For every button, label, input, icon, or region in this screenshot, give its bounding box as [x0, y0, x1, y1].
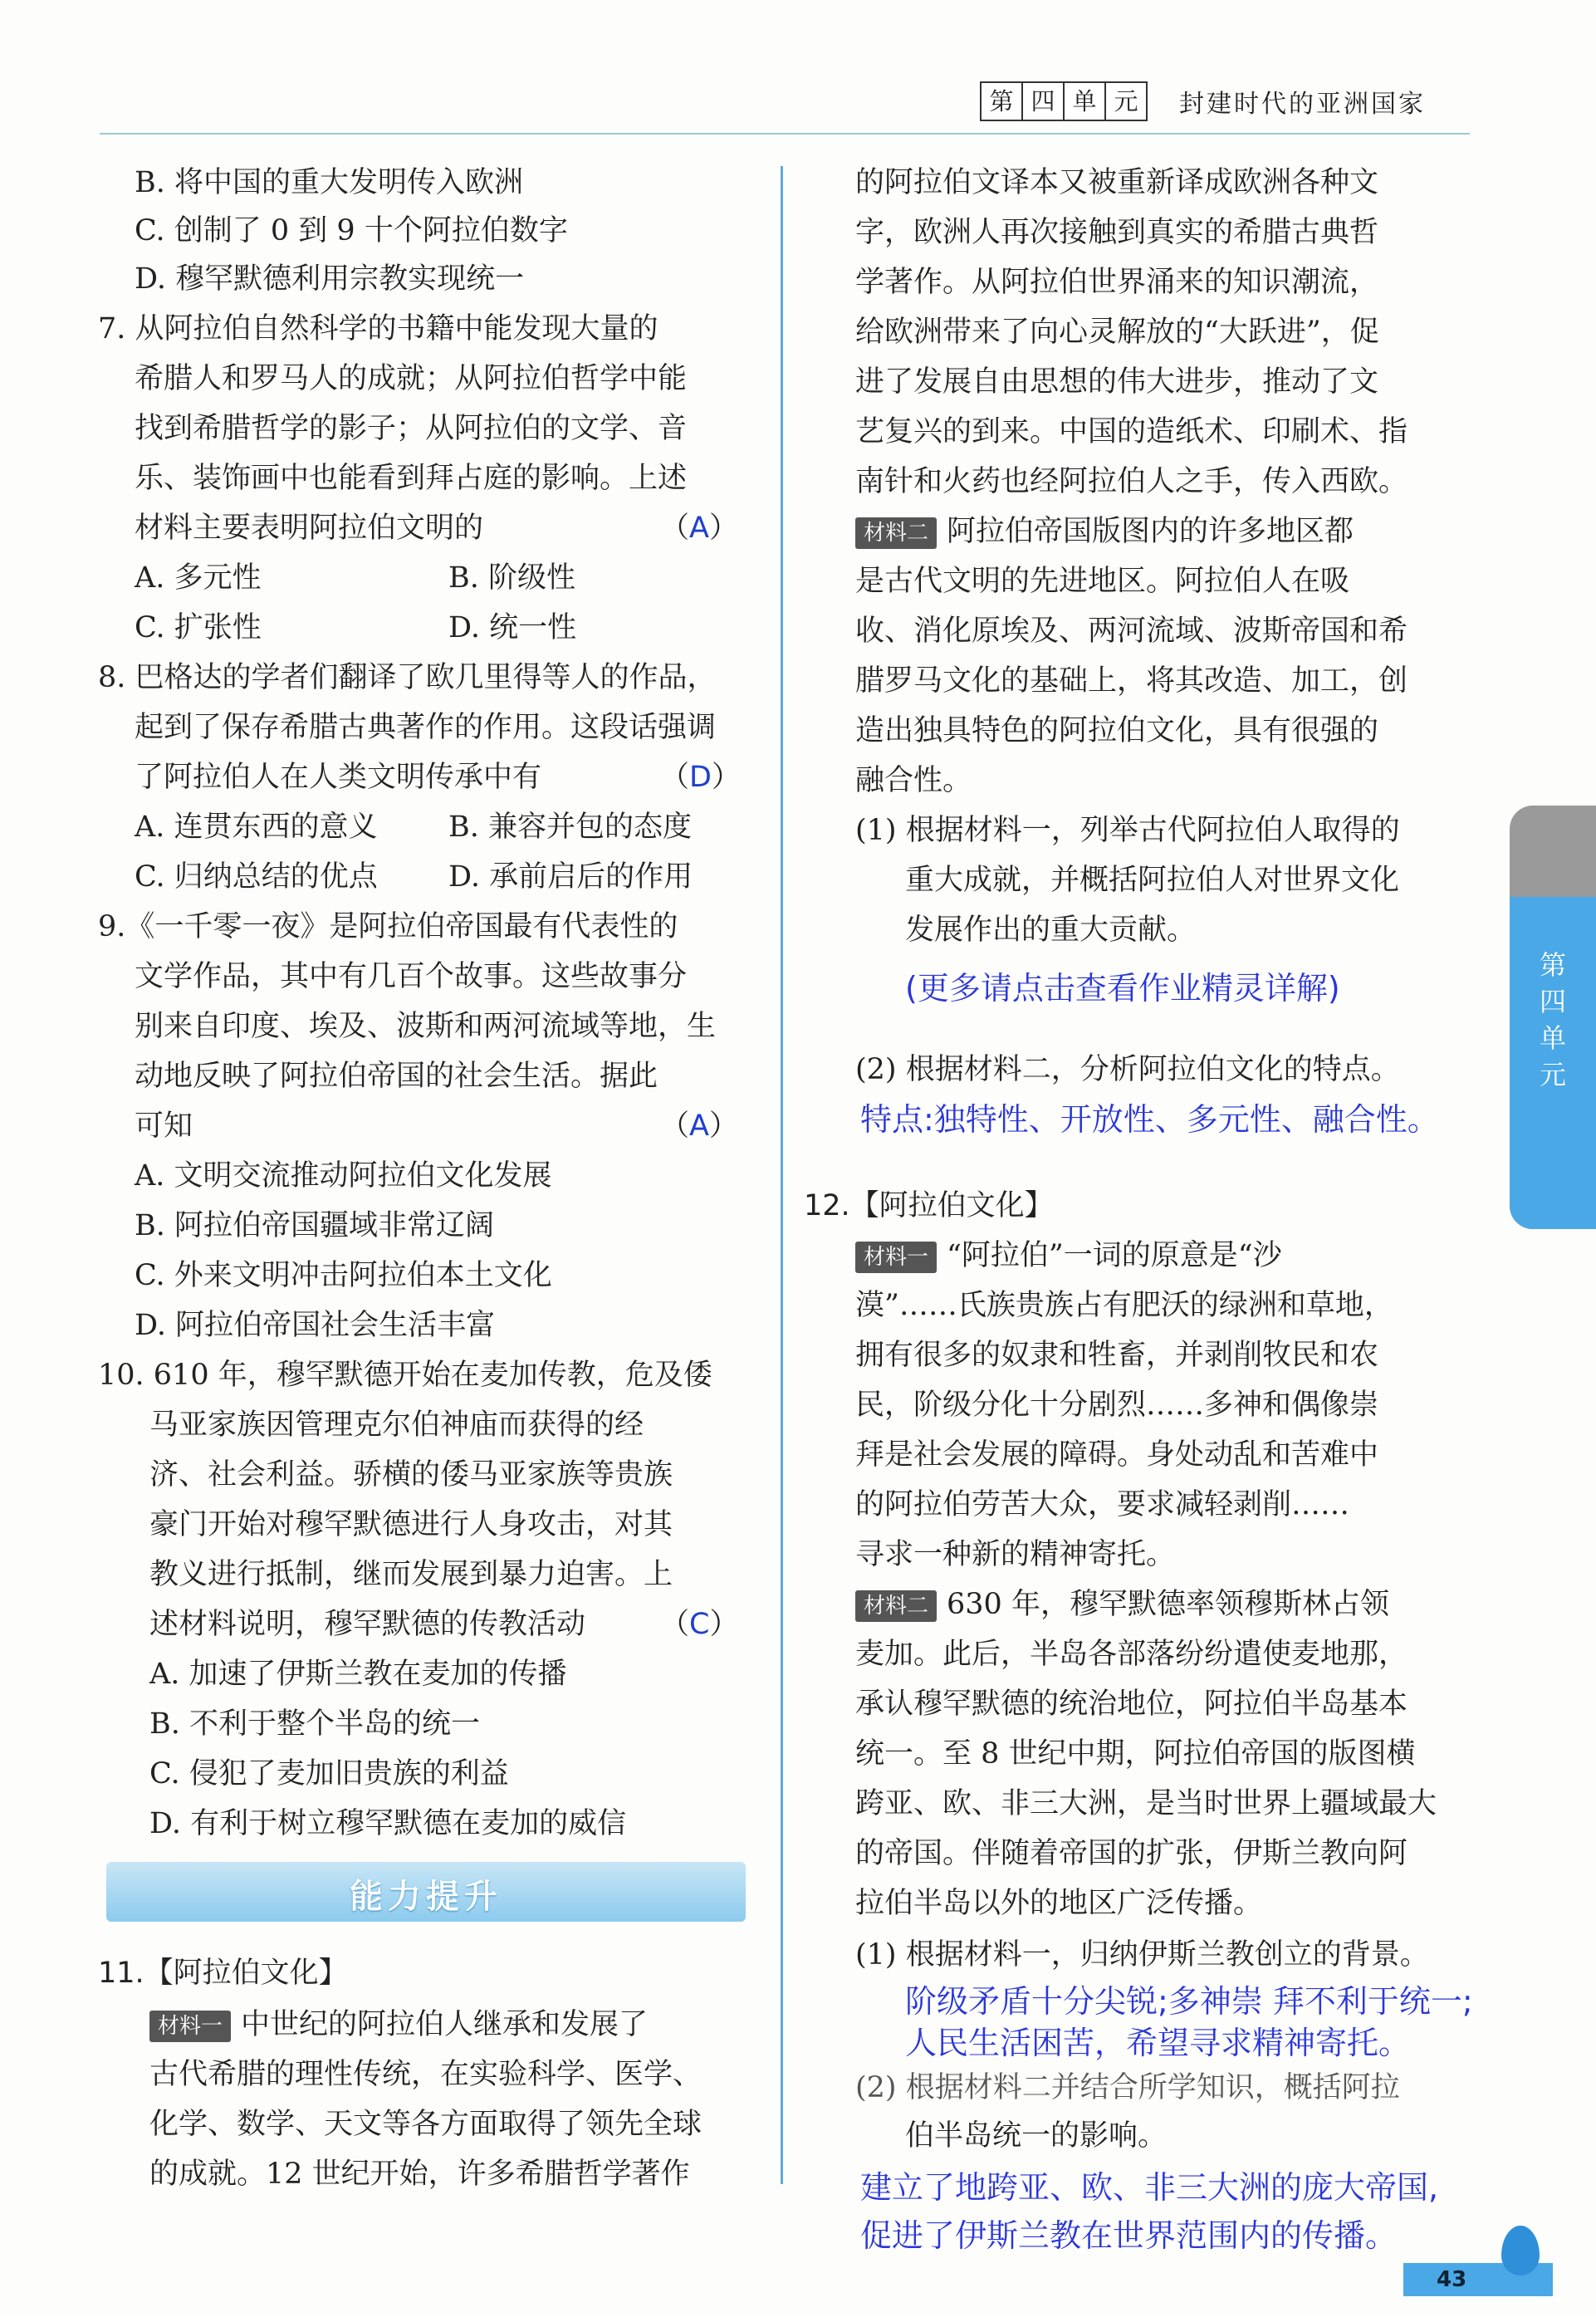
sub-question: 伯半岛统一的影响。 [905, 2119, 1168, 2153]
option-a: A. 文明交流推动阿拉伯文化发展 [135, 1159, 552, 1193]
option-b: B. 兼容并包的态度 [448, 811, 692, 844]
answer-q10: C [689, 1608, 710, 1641]
material-line: 融合性。 [855, 764, 972, 797]
handwritten-answer: 建立了地跨亚、欧、非三大洲的庞大帝国, [860, 2169, 1439, 2206]
unit-box: 元 [1104, 81, 1148, 121]
material-line: 630 年，穆罕默德率领穆斯林占领 [947, 1588, 1389, 1621]
material-line: 南针和火药也经阿拉伯人之手，传入西欧。 [855, 465, 1408, 498]
sub-question: (2) 根据材料二，分析阿拉伯文化的特点。 [855, 1053, 1400, 1086]
material-line: 寻求一种新的精神寄托。 [855, 1538, 1176, 1571]
material-line: 化学、数学、天文等各方面取得了领先全球 [149, 2108, 703, 2141]
unit-box: 四 [1021, 81, 1065, 121]
question-line: 济、社会利益。骄横的倭马亚家族等贵族 [149, 1458, 673, 1492]
material-line: “阿拉伯”一词的原意是“沙 [947, 1239, 1282, 1272]
option-a: A. 连贯东西的意义 [135, 811, 378, 844]
material-line: 民，阶级分化十分剧烈……多神和偶像崇 [855, 1389, 1379, 1422]
question-line: 可知 [135, 1110, 193, 1143]
material-tag: 材料一 [855, 1242, 937, 1273]
material-line: 的帝国。伴随着帝国的扩张，伊斯兰教向阿 [855, 1837, 1408, 1870]
question-line: 教义进行抵制，继而发展到暴力迫害。上 [149, 1558, 673, 1591]
unit-box: 单 [1063, 81, 1106, 121]
option-line: D. 穆罕默德利用宗教实现统一 [135, 262, 525, 296]
option-d: D. 阿拉伯帝国社会生活丰富 [135, 1309, 496, 1342]
material-line: 腊罗马文化的基础上，将其改造、加工，创 [855, 664, 1408, 698]
material-line: 麦加。此后，半岛各部落纷纷遣使麦地那， [855, 1638, 1408, 1671]
option-line: B. 将中国的重大发明传入欧洲 [135, 166, 523, 199]
question-line: 动地反映了阿拉伯帝国的社会生活。据此 [135, 1060, 658, 1093]
handwritten-answer: 人民生活困苦，希望寻求精神寄托。 [905, 2025, 1411, 2061]
sub-question: 发展作出的重大贡献。 [905, 914, 1197, 947]
question-line: 希腊人和罗马人的成就；从阿拉伯哲学中能 [135, 362, 688, 395]
material-line: 字，欧洲人再次接触到真实的希腊古典哲 [855, 216, 1379, 249]
banner-title: 能力提升 [350, 1878, 502, 1916]
material-line: 收、消化原埃及、两河流域、波斯帝国和希 [855, 615, 1408, 648]
material-line: 造出独具特色的阿拉伯文化，具有很强的 [855, 714, 1379, 747]
question-line: 材料主要表明阿拉伯文明的 [135, 512, 484, 545]
material-line: 中世纪的阿拉伯人继承和发展了 [241, 2008, 649, 2041]
page-number: 43 [1403, 2263, 1553, 2296]
side-tab-label: 第四单元 [1540, 949, 1567, 1090]
question-line: 乐、装饰画中也能看到拜占庭的影响。上述 [135, 462, 688, 495]
material-tag: 材料一 [149, 2011, 231, 2042]
option-a: A. 加速了伊斯兰教在麦加的传播 [149, 1658, 567, 1691]
sub-question: (1) 根据材料一，归纳伊斯兰教创立的背景。 [855, 1938, 1429, 1972]
sub-question: (2) 根据材料二并结合所学知识，概括阿拉 [855, 2071, 1400, 2104]
answer-bracket: （A） [660, 512, 738, 545]
answer-q8: D [689, 761, 712, 794]
material-line: 跨亚、欧、非三大洲，是当时世界上疆域最大 [855, 1787, 1437, 1820]
question-line: 马亚家族因管理克尔伯神庙而获得的经 [149, 1408, 644, 1442]
option-c: C. 扩张性 [135, 611, 262, 644]
answer-q9: A [689, 1110, 709, 1143]
material-line: 拉伯半岛以外的地区广泛传播。 [855, 1887, 1263, 1920]
sub-question: 重大成就，并概括阿拉伯人对世界文化 [905, 864, 1400, 897]
unit-header [980, 81, 1426, 121]
column-divider [781, 166, 783, 2184]
question-line: 了阿拉伯人在人类文明传承中有 [135, 761, 542, 794]
question-line: 述材料说明，穆罕默德的传教活动 [149, 1608, 586, 1641]
question-10: 10. 610 年，穆罕默德开始在麦加传教，危及倭 [98, 1359, 712, 1392]
question-8: 8. 巴格达的学者们翻译了欧几里得等人的作品， [98, 661, 717, 694]
material-line: 学著作。从阿拉伯世界涌来的知识潮流， [855, 266, 1379, 299]
option-d: D. 有利于树立穆罕默德在麦加的威信 [149, 1807, 627, 1840]
question-7: 7. 从阿拉伯自然科学的书籍中能发现大量的 [98, 312, 658, 345]
unit-box: 第 [980, 81, 1023, 121]
option-d: D. 承前启后的作用 [448, 860, 693, 894]
option-c: C. 外来文明冲击阿拉伯本土文化 [135, 1259, 552, 1292]
material-line: 漠”……氏族贵族占有肥沃的绿洲和草地， [855, 1289, 1393, 1322]
question-line: 别来自印度、埃及、波斯和两河流域等地，生 [135, 1010, 717, 1043]
material-line: 的成就。12 世纪开始，许多希腊哲学著作 [149, 2158, 690, 2191]
droplet-icon [1501, 2226, 1540, 2275]
unit-side-tab [1510, 897, 1596, 1229]
option-b: B. 阿拉伯帝国疆域非常辽阔 [135, 1209, 494, 1242]
unit-subtitle: 封建时代的亚洲国家 [1179, 90, 1426, 119]
material-line: 给欧洲带来了向心灵解放的“大跃进”，促 [855, 316, 1379, 349]
answer-bracket: （C） [660, 1608, 739, 1641]
option-a: A. 多元性 [135, 561, 262, 595]
question-line: 找到希腊哲学的影子；从阿拉伯的文学、音 [135, 412, 688, 445]
header-divider [100, 133, 1470, 135]
answer-bracket: （A） [660, 1110, 738, 1143]
option-b: B. 阶级性 [448, 561, 575, 595]
question-9: 9.《一千零一夜》是阿拉伯帝国最有代表性的 [98, 910, 678, 943]
handwritten-answer: 特点:独特性、开放性、多元性、融合性。 [860, 1101, 1439, 1138]
material-line: 拥有很多的奴隶和牲畜，并剥削牧民和农 [855, 1339, 1379, 1372]
material-tag: 材料二 [855, 1590, 937, 1622]
question-line: 豪门开始对穆罕默德进行人身攻击，对其 [149, 1508, 673, 1541]
question-11-title: 11.【阿拉伯文化】 [98, 1957, 348, 1990]
sub-question: (1) 根据材料一，列举古代阿拉伯人取得的 [855, 814, 1400, 847]
option-line: C. 创制了 0 到 9 十个阿拉伯数字 [135, 214, 568, 247]
material-line: 进了发展自由思想的伟大进步，推动了文 [855, 365, 1379, 399]
material-line: 古代希腊的理性传统，在实验科学、医学、 [149, 2058, 703, 2091]
answer-bracket: （D） [660, 761, 741, 794]
material-line: 统一。至 8 世纪中期，阿拉伯帝国的版图横 [855, 1737, 1416, 1771]
material-line: 是古代文明的先进地区。阿拉伯人在吸 [855, 565, 1350, 598]
more-details-link[interactable]: (更多请点击查看作业精灵详解) [905, 970, 1340, 1007]
option-d: D. 统一性 [448, 611, 577, 644]
question-12-title: 12.【阿拉伯文化】 [804, 1189, 1054, 1222]
option-c: C. 归纳总结的优点 [135, 860, 378, 894]
material-line: 的阿拉伯文译本又被重新译成欧洲各种文 [855, 166, 1379, 199]
handwritten-answer: 促进了伊斯兰教在世界范围内的传播。 [860, 2217, 1398, 2254]
answer-q7: A [689, 512, 709, 545]
material-line: 艺复兴的到来。中国的造纸术、印刷术、指 [855, 415, 1408, 448]
option-c: C. 侵犯了麦加旧贵族的利益 [149, 1757, 509, 1790]
material-tag: 材料二 [855, 517, 937, 549]
option-b: B. 不利于整个半岛的统一 [149, 1707, 480, 1741]
material-line: 承认穆罕默德的统治地位，阿拉伯半岛基本 [855, 1688, 1408, 1721]
section-banner [106, 1862, 746, 1922]
question-line: 起到了保存希腊古典著作的作用。这段话强调 [135, 711, 717, 744]
material-line: 阿拉伯帝国版图内的许多地区都 [947, 515, 1354, 548]
material-line: 的阿拉伯劳苦大众，要求减轻剥削…… [855, 1488, 1350, 1521]
question-line: 文学作品，其中有几百个故事。这些故事分 [135, 960, 688, 993]
handwritten-answer: 阶级矛盾十分尖锐;多神崇 拜不利于统一; [905, 1983, 1473, 2020]
material-line: 拜是社会发展的障碍。身处动乱和苦难中 [855, 1438, 1379, 1472]
